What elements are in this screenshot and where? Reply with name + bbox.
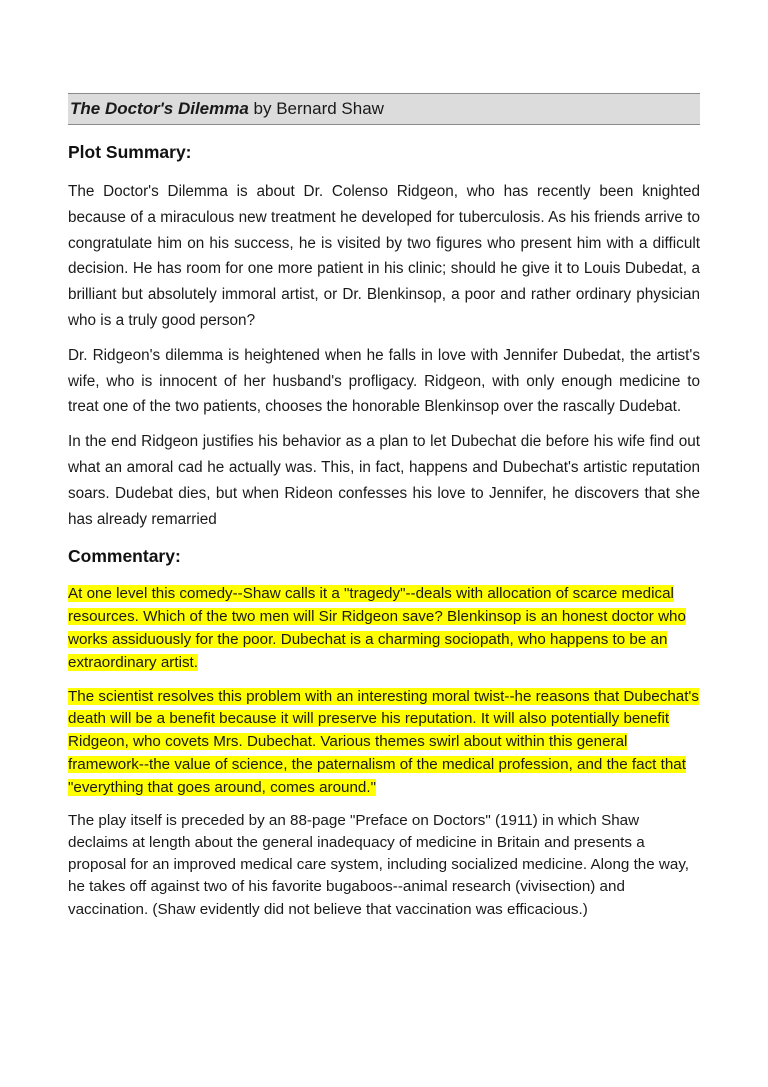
commentary-paragraph-3: The play itself is preceded by an 88-page "Preface on Doctors" (1911) in which Shaw declaims at length about the general inadequacy of medicine in Britain and presents a proposal for an improved medical care system, including socialized medicine. Along the way, he takes off against two of his favorite bugaboos--animal research (vivisection) and vaccination. (Shaw evidently did not believe that vaccination was efficacious.) [68,811,690,918]
highlighted-text: The scientist resolves this problem with an interesting moral twist--he reasons that Dubechat's death will be a benefit because it will preserve his reputation. It will also potentially benefit Ridgeon, who covets Mrs. Dubechat. Various themes swirl about within this general framework--the value of science, the paternalism of the medical profession, and the fact that "everything that goes around, comes around." [68,687,699,796]
highlighted-text: At one level this comedy--Shaw calls it a "tragedy"--deals with allocation of scarce medical resources. Which of the two men will Sir Ridgeon save? Blenkinsop is an honest doctor who works assiduously for the poor. Dubechat is a charming sociopath, who happens to be an extraordinary artist. [68,585,686,671]
commentary-heading: Commentary: [68,546,181,567]
document-title-bar [68,93,700,125]
document-title: The Doctor's Dilemma [70,99,249,118]
commentary-paragraph-2 [68,686,700,800]
document-page [68,93,700,921]
plot-summary-heading: Plot Summary: [68,142,192,162]
plot-paragraph-1: The Doctor's Dilemma is about Dr. Colenso Ridgeon, who has recently been knighted because of a miraculous new treatment he developed for tuberculosis. As his friends arrive to congratulate him on his success, he is visited by two figures who present him with a difficult decision. He has room for one more patient in his clinic; should he give it to Louis Dubedat, a brilliant but absolutely immoral artist, or Dr. Blenkinsop, a poor and rather ordinary physician who is a truly good person? [68,183,700,329]
plot-paragraph-2: Dr. Ridgeon's dilemma is heightened when he falls in love with Jennifer Dubedat, the artist's wife, who is innocent of her husband's profligacy. Ridgeon, with only enough medicine to treat one of the two patients, chooses the honorable Blenkinsop over the rascally Dudebat. [68,346,700,416]
commentary-paragraph-1 [68,583,700,674]
plot-paragraph-3: In the end Ridgeon justifies his behavior as a plan to let Dubechat die before his wife find out what an amoral cad he actually was. This, in fact, happens and Dubechat's artistic reputation soars. Dudebat dies, but when Rideon confesses his love to Jennifer, he discovers that she has already remarried [68,433,700,528]
document-author: by Bernard Shaw [248,99,384,118]
